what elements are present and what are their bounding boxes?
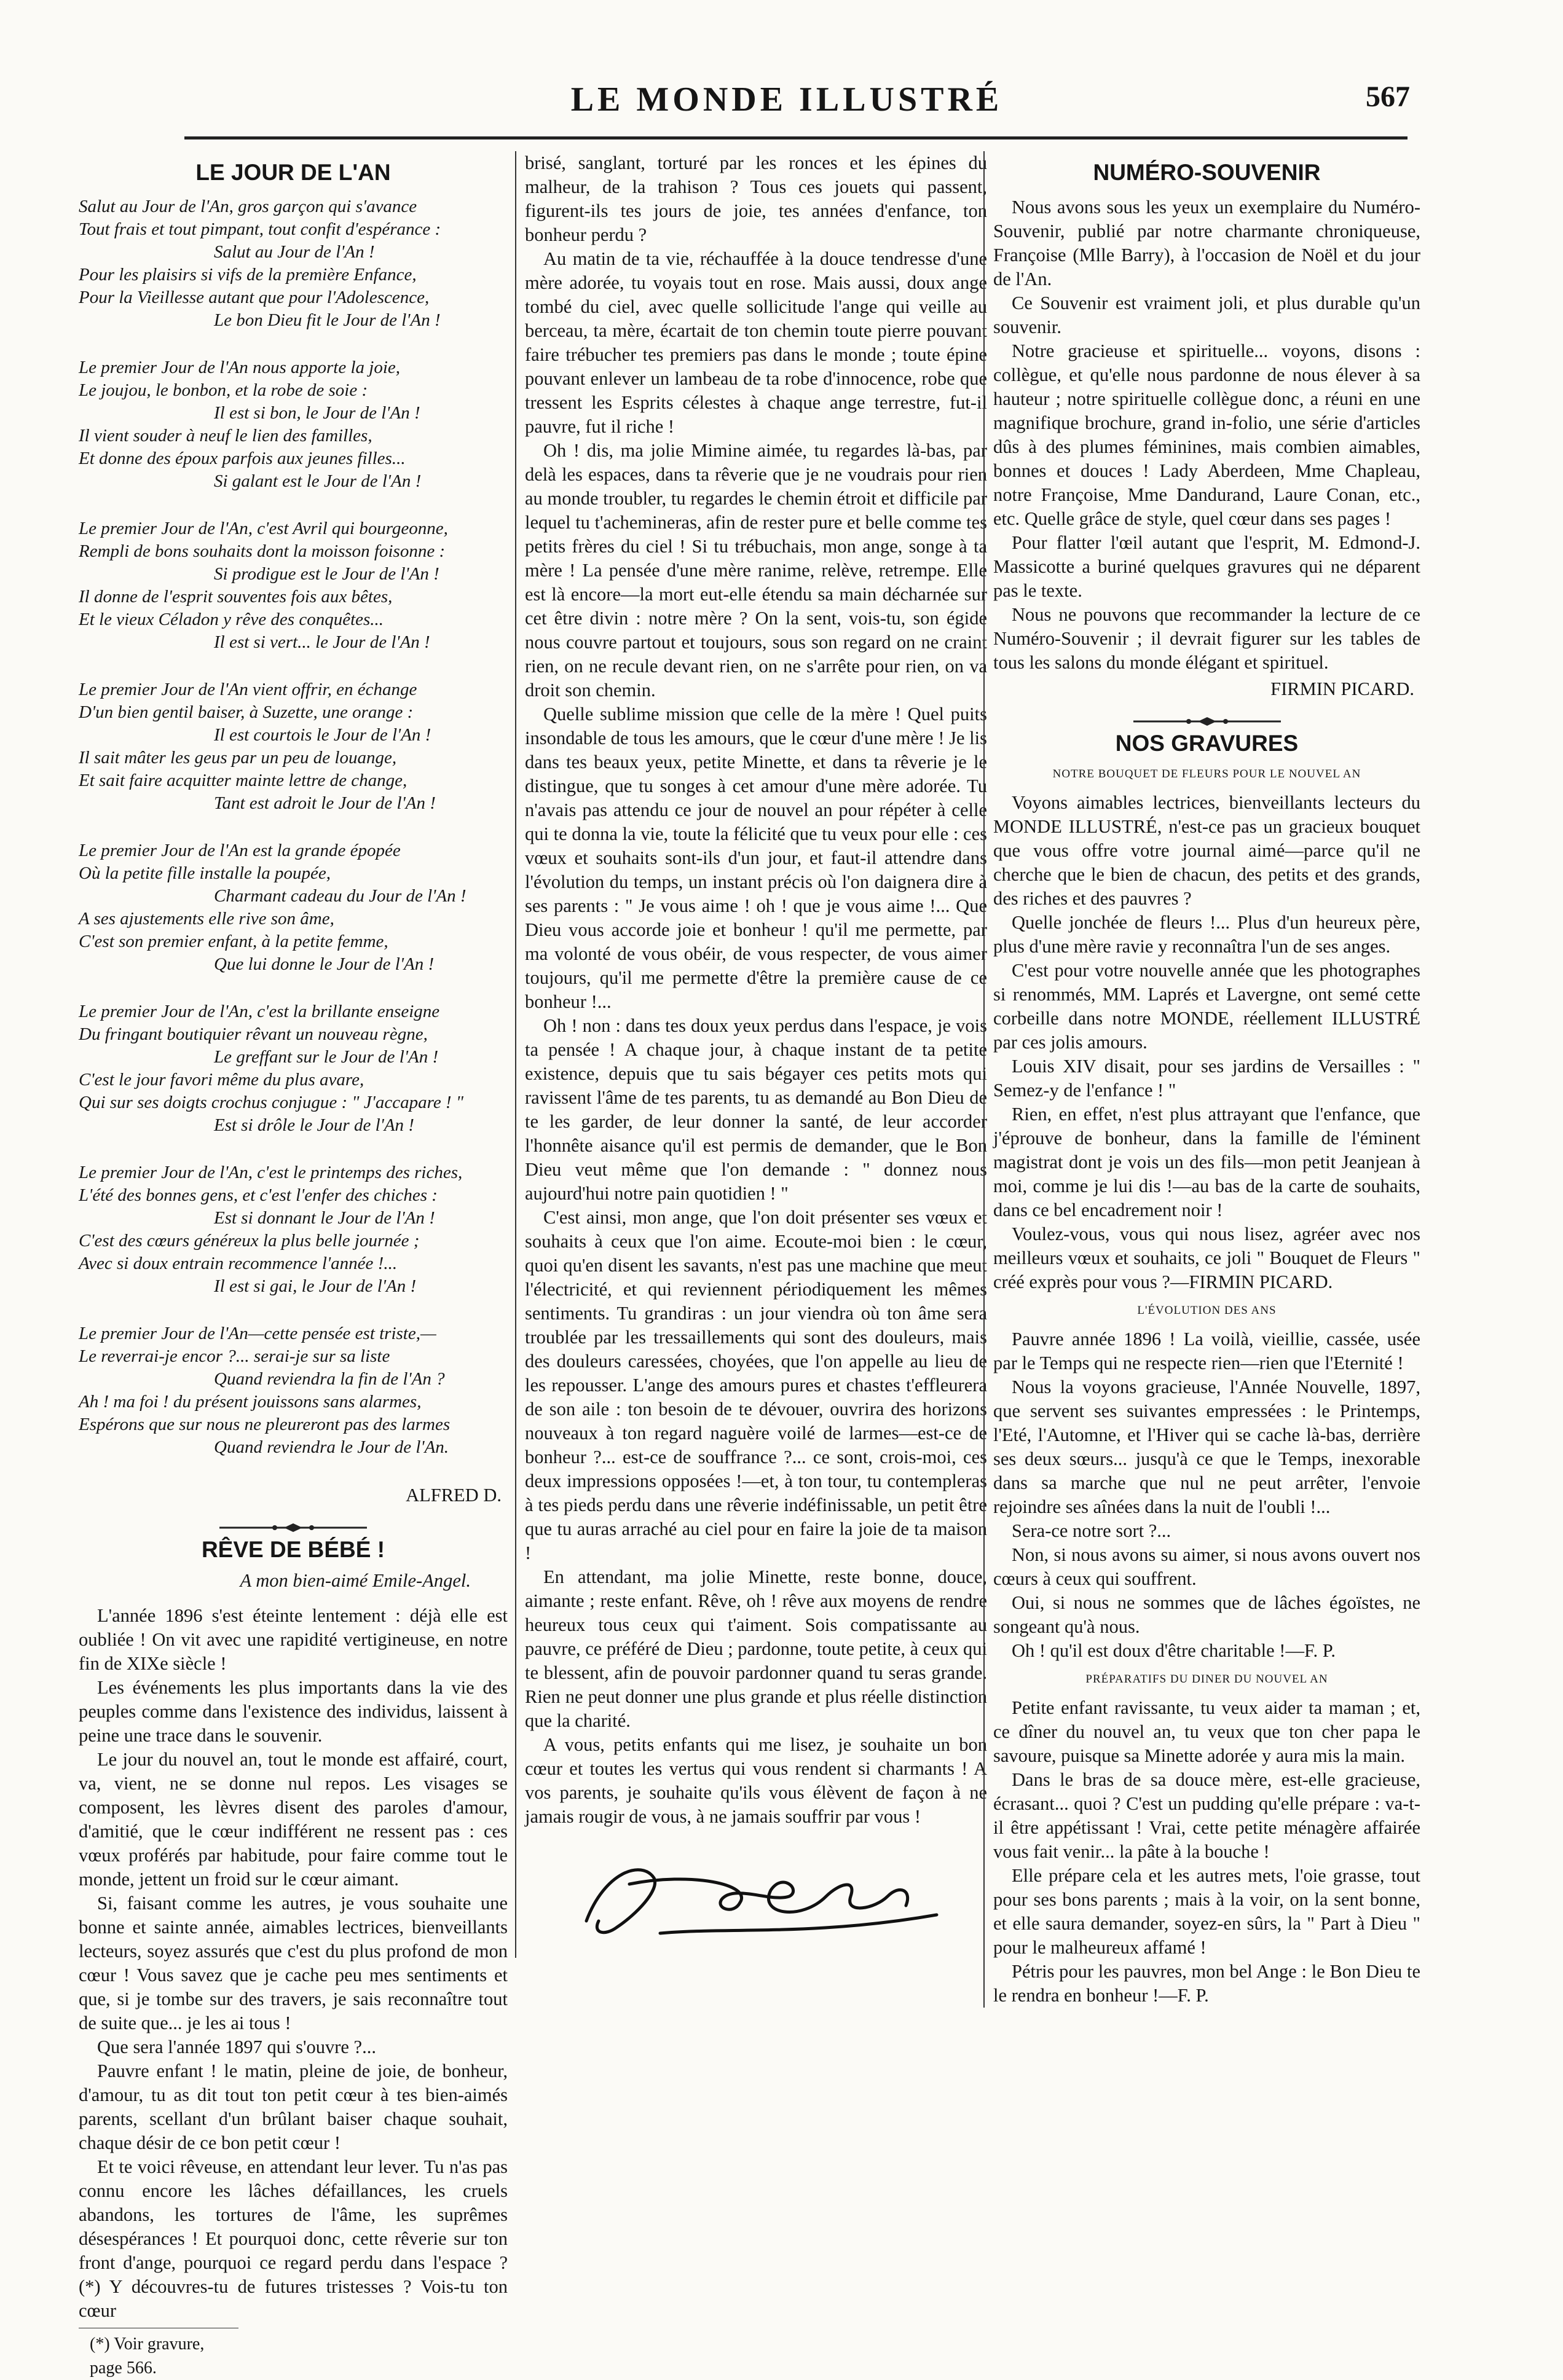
poem-line: Le greffant sur le Jour de l'An ! (214, 1047, 439, 1067)
poem-line: Il est si bon, le Jour de l'An ! (214, 403, 420, 423)
evolution-subtitle: L'ÉVOLUTION DES ANS (1137, 1304, 1277, 1317)
poem-line: Qui sur ses doigts crochus conjugue : " J'accapare ! " (79, 1093, 464, 1112)
paragraph: Les événements les plus importants dans la vie des peuples comme dans l'existence des individus, laissent à peine une trace dans le souvenir. (79, 1677, 508, 1746)
paragraph: Nous ne pouvons que recommander la lecture de ce Numéro-Souvenir ; il devrait figurer sur les tables de tous les salons du monde élégant et spirituel. (993, 604, 1420, 673)
poem-line: Le premier Jour de l'An—cette pensée est triste,— (79, 1324, 436, 1343)
poem-line: Salut au Jour de l'An, gros garçon qui s'avance (79, 197, 417, 216)
poem-stanza (79, 1161, 508, 1298)
masthead-title: LE MONDE ILLUSTRÉ (570, 81, 1003, 119)
poem-stanza (79, 195, 508, 332)
paragraph: Oh ! dis, ma jolie Mimine aimée, tu regardes là-bas, par delà les espaces, dans ta rêverie que je ne voudrais pour rien au monde troubler, tu regardes le chemin étroit et difficile par lequel tu t'achemineras, afin de rester pure et belle comme tes petits frères du ciel ! Si tu trébuchais, mon ange, songe à ta mère ! La pensée d'une mère ranime, relève, retrempe. Elle est là encore—la mort eut-elle étendu sa main décharnée sur cet être divin : notre mère ? On la sent, vois-tu, son égide nous couvre partout et toujours, sous son regard on ne craint rien, on ne recule devant rien, on ne s'arrête pour rien, on va droit son chemin. (525, 440, 987, 701)
paragraph: Oh ! non : dans tes doux yeux perdus dans l'espace, je vois ta pensée ! A chaque jour, à chaque instant de ta petite existence, depuis que tu sais bégayer ces petits mots qui ravissent l'âme de tes parents, tu as demandé au Bon Dieu de te les garder, de leur donner la santé, de leur accorder l'honnête aisance qu'il est permis de demander, que le Bon Dieu veut même que l'on demande : " donnez nous aujourd'hui notre pain quotidien ! " (525, 1015, 987, 1204)
nos-gravures-title: NOS GRAVURES (1115, 731, 1299, 756)
poem-line: Pour la Vieillesse autant que pour l'Adolescence, (79, 288, 430, 307)
poem-line: Le bon Dieu fit le Jour de l'An ! (214, 310, 441, 330)
footnote-text: (*) Voir gravure, page 566. (90, 2335, 205, 2378)
poem-line: Ah ! ma foi ! du présent jouissons sans alarmes, (79, 1392, 422, 1412)
paragraph: Pauvre année 1896 ! La voilà, vieillie, cassée, usée par le Temps qui ne respecte rien—rien que l'Eternité ! (993, 1329, 1420, 1373)
paragraph: En attendant, ma jolie Minette, reste bonne, douce, aimante ; reste enfant. Rêve, oh ! rêve aux moyens de rendre heureux tous ceux qui t'aiment. Sois compatissante au pauvre, ce préféré de Dieu ; pardonne, toute petite, à ceux qui te blessent, afin de pouvoir pardonner quand tu seras grande. Rien ne peut donner une plus grande et plus réelle distinction que la charité. (525, 1566, 987, 1731)
article-body (79, 1604, 508, 2323)
poem-line: Le premier Jour de l'An nous apporte la joie, (79, 358, 401, 377)
poem-line: Si galant est le Jour de l'An ! (214, 471, 422, 491)
poem-line: Quand reviendra le Jour de l'An. (214, 1437, 449, 1457)
poem-line: Le premier Jour de l'An, c'est la brillante enseigne (79, 1002, 440, 1021)
paragraph: Rien, en effet, n'est plus attrayant que l'enfance, que j'éprouve de bonheur, dans la famille de l'éminent magistrat dont je vois un des fils—mon petit Jeanjean à moi, comme je lui dis !—au bas de la carte de souhaits, dans ce bel encadrement noir ! (993, 1104, 1420, 1220)
poem-line: Espérons que sur nous ne pleureront pas des larmes (79, 1415, 451, 1434)
paragraph: brisé, sanglant, torturé par les ronces et les épines du malheur, de la trahison ? Tous ces jouets qui passent, figurent-ils tes jours de joie, tes années d'enfance, ton bonheur perdu ? (525, 152, 987, 245)
poem-line: Est si drôle le Jour de l'An ! (214, 1115, 414, 1135)
poem-line: C'est des cœurs généreux la plus belle journée ; (79, 1231, 420, 1251)
paragraph: Voulez-vous, vous qui nous lisez, agréer avec nos meilleurs vœux et souhaits, ce joli " Bouquet de Fleurs " créé exprès pour vous ?—FIRMIN PICARD. (993, 1223, 1420, 1292)
paragraph: Quelle sublime mission que celle de la mère ! Quel puits insondable de tous les amours, que le cœur d'une mère ! Je lis dans tes beaux yeux, petite Minette, et dans ta rêverie je le distingue, que tu songes à cet amour d'une mère adorée. Tu n'avais pas attendu ce jour de nouvel an pour répéter à celle qui te donna la vie, toute la félicité que tu veux pour elle : ces vœux et souhaits sont-ils d'un jour, et faut-il attendre dans l'évolution du temps, un instant précis où l'on daignera dire à ses parents : " Je vous aime ! oh ! que je vous aime !... Que Dieu vous accorde joie et bonheur ! qu'il me permette, par ma volonté de vous obéir, de vous respecter, de vous aimer toujours, qu'il me permette d'être la première cause de ce bonheur !... (525, 704, 987, 1012)
poem-line: Rempli de bons souhaits dont la moisson foisonne : (79, 541, 446, 561)
paragraph: C'est pour votre nouvelle année que les photographes si renommés, MM. Laprés et Lavergne, ont semé cette corbeille dans notre MONDE, réellement ILLUSTRÉ par ces jolis amours. (993, 960, 1420, 1053)
poem-stanza (79, 356, 508, 493)
paragraph: Dans le bras de sa douce mère, est-elle gracieuse, écrasant... quoi ? C'est un pudding qu'elle prépare : va-t-il être appétissant ! Vrai, cette petite ménagère affairée vous fait venir... la pâte à la bouche ! (993, 1769, 1420, 1862)
paragraph: Au matin de ta vie, réchauffée à la douce tendresse d'une mère adorée, tu voyais tout en rose. Mais aussi, doux ange tombé du ciel, avec quelle sollicitude l'ange qui veille au berceau, ta mère, écartait de ton chemin toute pierre pouvant faire trébucher tes premiers pas dans le monde ; toute épine pouvant enlever un lambeau de ta robe d'innocence, robe que tressent les Esprits célestes à chaque ange terrestre, fut-il pauvre, fut il riche ! (525, 248, 987, 437)
handwritten-signature (568, 1847, 987, 1958)
page-number: 567 (1366, 81, 1410, 113)
ornament-divider (993, 710, 1420, 722)
poem-line: Et le vieux Céladon y rêve des conquêtes... (79, 610, 384, 629)
paragraph: Pétris pour les pauvres, mon bel Ange : le Bon Dieu te le rendra en bonheur !—F. P. (993, 1961, 1420, 2006)
poem-line: Le premier Jour de l'An, c'est le printemps des riches, (79, 1163, 463, 1182)
paragraph: Petite enfant ravissante, tu veux aider ta maman ; et, ce dîner du nouvel an, tu veux que ton cher papa le savoure, puisque sa Minette adorée y aura mis la main. (993, 1697, 1420, 1766)
poem-line: Que lui donne le Jour de l'An ! (214, 954, 435, 974)
paragraph: Quelle jonchée de fleurs !... Plus d'un heureux père, plus d'une mère ravie y reconnaîtra l'un de ses anges. (993, 912, 1420, 957)
column-2 (515, 151, 987, 1958)
paragraph: Non, si nous avons su aimer, si nous avons ouvert nos cœurs à ceux qui souffrent. (993, 1544, 1420, 1589)
poem-line: Le reverrai-je encor ?... serai-je sur sa liste (79, 1346, 390, 1366)
paragraph: Nous la voyons gracieuse, l'Année Nouvelle, 1897, que servent ses suivantes empressées : le Printemps, l'Eté, l'Automne, et l'Hiver qui se cache là-bas, derrière ses deux sœurs... jusqu'à ce que le Temps, inexorable dans sa marche que nul ne peut arrêter, l'envoie rejoindre ses aînées dans la nuit de l'oubli !... (993, 1377, 1420, 1517)
paragraph: Que sera l'année 1897 qui s'ouvre ?... (97, 2036, 376, 2057)
paragraph: Le jour du nouvel an, tout le monde est affairé, court, va, vient, ne se donne nul repos. Les visages se composent, les lèvres disent des paroles d'amour, d'amitié, que le cœur indifférent ne ressent pas : ces vœux proférés par habitude, pour faire comme tout le monde, jettent un froid sur le cœur aimant. (79, 1749, 508, 1890)
poem-line: Tant est adroit le Jour de l'An ! (214, 793, 436, 813)
poem-stanza (79, 1322, 508, 1459)
poem-line: Avec si doux entrain recommence l'année !... (79, 1254, 398, 1273)
poem (79, 195, 508, 1459)
footnote (79, 2328, 238, 2380)
poem-line: Il donne de l'esprit souventes fois aux bêtes, (79, 587, 393, 607)
ornament-divider (79, 1516, 508, 1528)
poem-line: Il est courtois le Jour de l'An ! (214, 725, 431, 745)
poem-line: Quand reviendra la fin de l'An ? (214, 1369, 445, 1389)
column-1 (79, 151, 508, 2380)
poem-stanza (79, 839, 508, 976)
souvenir-author: FIRMIN PICARD. (1270, 678, 1414, 699)
poem-line: Le premier Jour de l'An vient offrir, en échange (79, 680, 417, 699)
poem-line: Le premier Jour de l'An, c'est Avril qui bourgeonne, (79, 519, 448, 538)
poem-stanza (79, 517, 508, 654)
poem-author: ALFRED D. (406, 1485, 502, 1506)
masthead-rule (184, 136, 1407, 139)
poem-line: D'un bien gentil baiser, à Suzette, une orange : (79, 702, 414, 722)
paragraph: Notre gracieuse et spirituelle... voyons, disons : collègue, et qu'elle nous pardonne de nous élever à sa hauteur ; notre spirituelle collègue donc, a réuni en une magnifique brochure, grand in-folio, une série d'articles dûs à des plumes féminines, mais combien aimables, bonnes et douces ! Lady Aberdeen, Mme Chapleau, notre Françoise, Mme Dandurand, Laure Conan, etc., etc. Quelle grâce de style, quel cœur dans ses pages ! (993, 340, 1420, 529)
poem-line: Il est si gai, le Jour de l'An ! (214, 1276, 417, 1296)
paragraph: Pour flatter l'œil autant que l'esprit, M. Edmond-J. Massicotte a buriné quelques gravures qui ne déparent pas le texte. (993, 532, 1420, 601)
poem-line: Le premier Jour de l'An est la grande épopée (79, 841, 401, 860)
article-title-reve-de-bebe: RÊVE DE BÉBÉ ! (201, 1537, 385, 1562)
poem-line: Il est si vert... le Jour de l'An ! (214, 632, 430, 652)
poem-line: Et sait faire acquitter mainte lettre de change, (79, 771, 407, 790)
diner-subtitle: PRÉPARATIFS DU DINER DU NOUVEL AN (1085, 1673, 1328, 1686)
poem-line: A ses ajustements elle rive son âme, (79, 909, 334, 929)
poem-line: Et donne des époux parfois aux jeunes filles... (79, 449, 406, 468)
paragraph: Elle prépare cela et les autres mets, l'oie grasse, tout pour ses bons parents ; mais à la voir, on la sent bonne, et elle saura demander, soyez-en sûrs, la " Part à Dieu " pour le malheureux affamé ! (993, 1865, 1420, 1958)
numero-souvenir-title: NUMÉRO-SOUVENIR (1093, 160, 1321, 185)
paragraph: C'est ainsi, mon ange, que l'on doit présenter ses vœux et souhaits à ceux que l'on aime. Ecoute-moi bien : le cœur, quoi qu'en disent les savants, n'est pas une machine que meut l'électricité, et qui reviennent périodiquement les mêmes sentiments. Tu grandiras : un jour viendra où ton âme sera troublée par les tressaillements qui sont des douleurs, mais des douleurs caressées, choyées, que l'on appelle au lieu de les repousser. L'ange des amours pures et chastes t'effleurera de son aile : ton besoin de te dévouer, ouvrira des horizons nouveaux à ton regard naguère voilé de larmes—est-ce de bonheur ?... est-ce de souffrance ?... ce sont, crois-moi, ces deux impressions opposées !—et, à ton tour, tu contempleras à tes pieds perdu dans une rêverie indéfinissable, un petit être que tu auras arraché au ciel pour en faire la joie de ta maison ! (525, 1207, 987, 1563)
bouquet-subtitle: NOTRE BOUQUET DE FLEURS POUR LE NOUVEL AN (1052, 768, 1361, 780)
paragraph: Ce Souvenir est vraiment joli, et plus durable qu'un souvenir. (993, 293, 1420, 337)
poem-line: L'été des bonnes gens, et c'est l'enfer des chiches : (79, 1185, 438, 1205)
poem-line: Salut au Jour de l'An ! (214, 242, 375, 262)
poem-line: C'est son premier enfant, à la petite femme, (79, 932, 388, 951)
poem-line: Le joujou, le bonbon, et la robe de soie : (79, 380, 368, 400)
paragraph: Sera-ce notre sort ?... (1012, 1520, 1171, 1541)
poem-line: Tout frais et tout pimpant, tout confit d'espérance : (79, 219, 441, 239)
poem-line: Il vient souder à neuf le lien des familles, (79, 426, 372, 446)
poem-line: Si prodigue est le Jour de l'An ! (214, 564, 439, 584)
paragraph: Oh ! qu'il est doux d'être charitable !—F. P. (1012, 1640, 1336, 1661)
poem-line: Il sait mâter les geus par un peu de louange, (79, 748, 397, 768)
poem-line: C'est le jour favori même du plus avare, (79, 1070, 364, 1090)
paragraph: Voyons aimables lectrices, bienveillants lecteurs du MONDE ILLUSTRÉ, n'est-ce pas un gracieux bouquet que vous offre votre journal aimé—parce qu'il ne cherche que le bien de chacun, des petits et des grands, des riches et des pauvres ? (993, 792, 1420, 909)
paragraph: A vous, petits enfants qui me lisez, je souhaite un bon cœur et toutes les vertus qui vous rendent si charmants ! A vos parents, je souhaite qu'ils vous élèvent de façon à ne jamais rougir de vous, à ne jamais souffrir par vous ! (525, 1734, 987, 1827)
paragraph: Oui, si nous ne sommes que de lâches égoïstes, ne songeant qu'à nous. (993, 1592, 1420, 1637)
column-3 (983, 151, 1420, 2008)
paragraph: Si, faisant comme les autres, je vous souhaite une bonne et sainte année, aimables lectrices, bienveillants lecteurs, soyez assurés que c'est du plus profond de mon cœur ! Vous savez que je cache peu mes sentiments et que, si je tombe sur des travers, je sais reconnaître tout de suite que... je les ai tous ! (79, 1893, 508, 2033)
paragraph: Pauvre enfant ! le matin, pleine de joie, de bonheur, d'amour, tu as dit tout ton petit cœur à tes bien-aimés parents, scellant d'un brûlant baiser chaque souhait, chaque désir de ce bon petit cœur ! (79, 2060, 508, 2153)
paragraph: Nous avons sous les yeux un exemplaire du Numéro-Souvenir, publié par notre charmante chroniqueuse, Françoise (Mlle Barry), à l'occasion de Noël et du jour de l'An. (993, 197, 1420, 289)
dedication: A mon bien-aimé Emile-Angel. (240, 1570, 471, 1591)
poem-line: Est si donnant le Jour de l'An ! (214, 1208, 435, 1228)
paragraph: Louis XIV disait, pour ses jardins de Versailles : " Semez-y de l'enfance ! " (993, 1056, 1420, 1101)
paragraph: Et te voici rêveuse, en attendant leur lever. Tu n'as pas connu encore les lâches défaillances, les cruels abandons, les tortures de l'âme, les suprêmes désespérances ! Et pourquoi donc, cette rêverie sur ton front d'ange, pourquoi ce regard perdu dans l'espace ? (*) Y découvres-tu de futures tristesses ? Vois-tu ton cœur (79, 2156, 508, 2321)
poem-line: Où la petite fille installe la poupée, (79, 863, 331, 883)
paragraph: L'année 1896 s'est éteinte lentement : déjà elle est oubliée ! On vit avec une rapidité vertigineuse, en notre fin de XIXe siècle ! (79, 1605, 508, 1674)
poem-title: LE JOUR DE L'AN (195, 160, 391, 185)
poem-line: Charmant cadeau du Jour de l'An ! (214, 886, 467, 906)
poem-line: Du fringant boutiquier rêvant un nouveau règne, (79, 1024, 428, 1044)
poem-stanza (79, 678, 508, 815)
poem-line: Pour les plaisirs si vifs de la première Enfance, (79, 265, 417, 285)
poem-stanza (79, 1000, 508, 1137)
